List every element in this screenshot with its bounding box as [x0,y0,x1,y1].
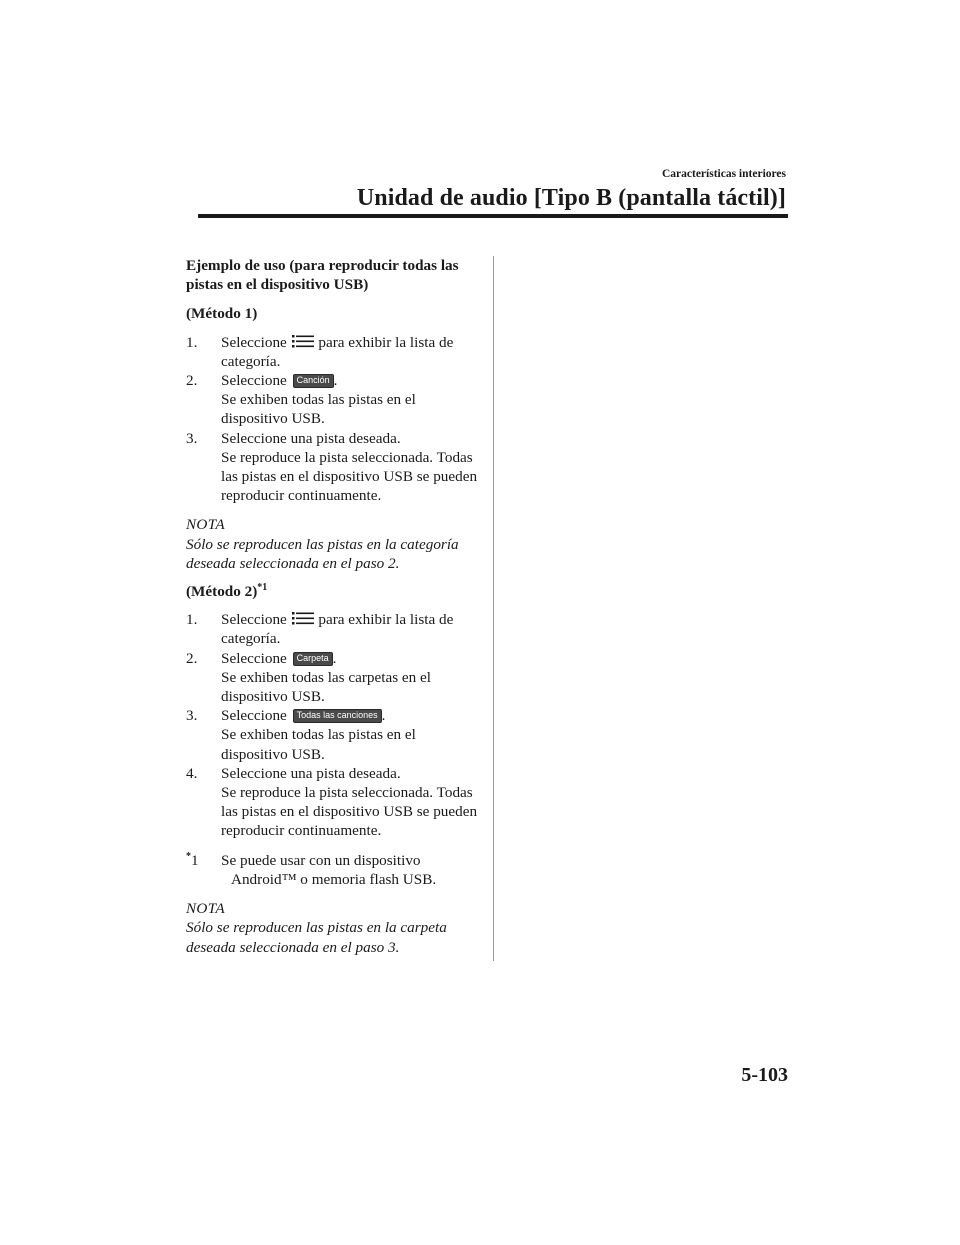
step-result: Se exhiben todas las pistas en el dispositivo USB. [221,391,416,428]
method-2-step-4 [186,764,481,841]
method-2-step-1 [186,610,481,648]
step-object: para exhibir la lista de categoría. [221,333,454,370]
method-2-steps [186,610,481,840]
method-1-step-2 [186,371,481,429]
step-instruction: Seleccione una pista deseada. [221,429,401,447]
step-verb: Seleccione [221,333,287,351]
page-number: 5-103 [741,1064,788,1086]
footnote-text: Se puede usar con un dispositivo Android™ o memoria flash USB. [221,851,437,888]
step-number: 4. [186,764,198,782]
step-instruction [221,333,481,371]
step-verb: Seleccione [221,707,287,725]
footnote [186,851,481,889]
step-instruction: Seleccione una pista deseada. [221,764,401,782]
carpeta-button-icon: Carpeta [293,652,333,666]
method-2-heading [186,582,481,601]
note-label: NOTA [186,900,225,918]
header-rule [198,214,788,218]
step-result: Se reproduce la pista seleccionada. Todas las pistas en el dispositivo USB se pueden reproducir continuamente. [221,448,478,505]
method-1-steps [186,333,481,506]
method-1-note [186,515,481,573]
method-2-note [186,899,481,957]
step-number: 2. [186,649,198,667]
step-instruction [221,371,481,390]
page-title: Unidad de audio [Tipo B (pantalla táctil)] [356,185,786,211]
step-period: . [381,707,386,725]
step-instruction [221,610,481,648]
step-number: 3. [186,429,198,447]
footnote-reference: *1 [257,582,268,594]
column-divider [493,256,494,961]
step-result: Se exhiben todas las pistas en el dispositivo USB. [221,726,416,763]
footnote-number: 1 [191,851,199,869]
todas-las-canciones-button-icon: Todas las canciones [293,709,382,723]
step-period: . [333,372,338,390]
method-2-step-3 [186,706,481,764]
note-text: Sólo se reproducen las pistas en la carpeta deseada seleccionada en el paso 3. [186,919,447,956]
list-icon [291,334,315,349]
list-icon [291,611,315,626]
method-1-step-3 [186,429,481,506]
content-column [186,256,481,966]
footnote-marker [186,851,199,870]
cancion-button-icon: Canción [293,374,334,388]
footnote-asterisk: * [186,850,191,862]
step-number: 2. [186,372,198,390]
step-object: para exhibir la lista de categoría. [221,611,454,648]
section-title: Características interiores [661,168,786,180]
method-2-step-2 [186,649,481,707]
step-instruction [221,649,481,668]
step-number: 1. [186,611,198,629]
step-verb: Seleccione [221,611,287,629]
note-text: Sólo se reproducen las pistas en la categoría deseada seleccionada en el paso 2. [186,535,459,572]
method-1-step-1 [186,333,481,371]
note-label: NOTA [186,516,225,534]
method-1-heading: (Método 1) [186,305,258,323]
step-number: 1. [186,333,198,351]
step-result: Se reproduce la pista seleccionada. Todas las pistas en el dispositivo USB se pueden reproducir continuamente. [221,784,478,840]
step-result: Se exhiben todas las carpetas en el dispositivo USB. [221,668,432,706]
step-verb: Seleccione [221,649,287,667]
step-period: . [332,649,337,667]
example-heading: Ejemplo de uso (para reproducir todas las pistas en el dispositivo USB) [186,257,459,294]
method-2-heading-text: (Método 2) [186,583,258,601]
step-number: 3. [186,707,198,725]
step-verb: Seleccione [221,372,287,390]
step-instruction [221,706,481,725]
